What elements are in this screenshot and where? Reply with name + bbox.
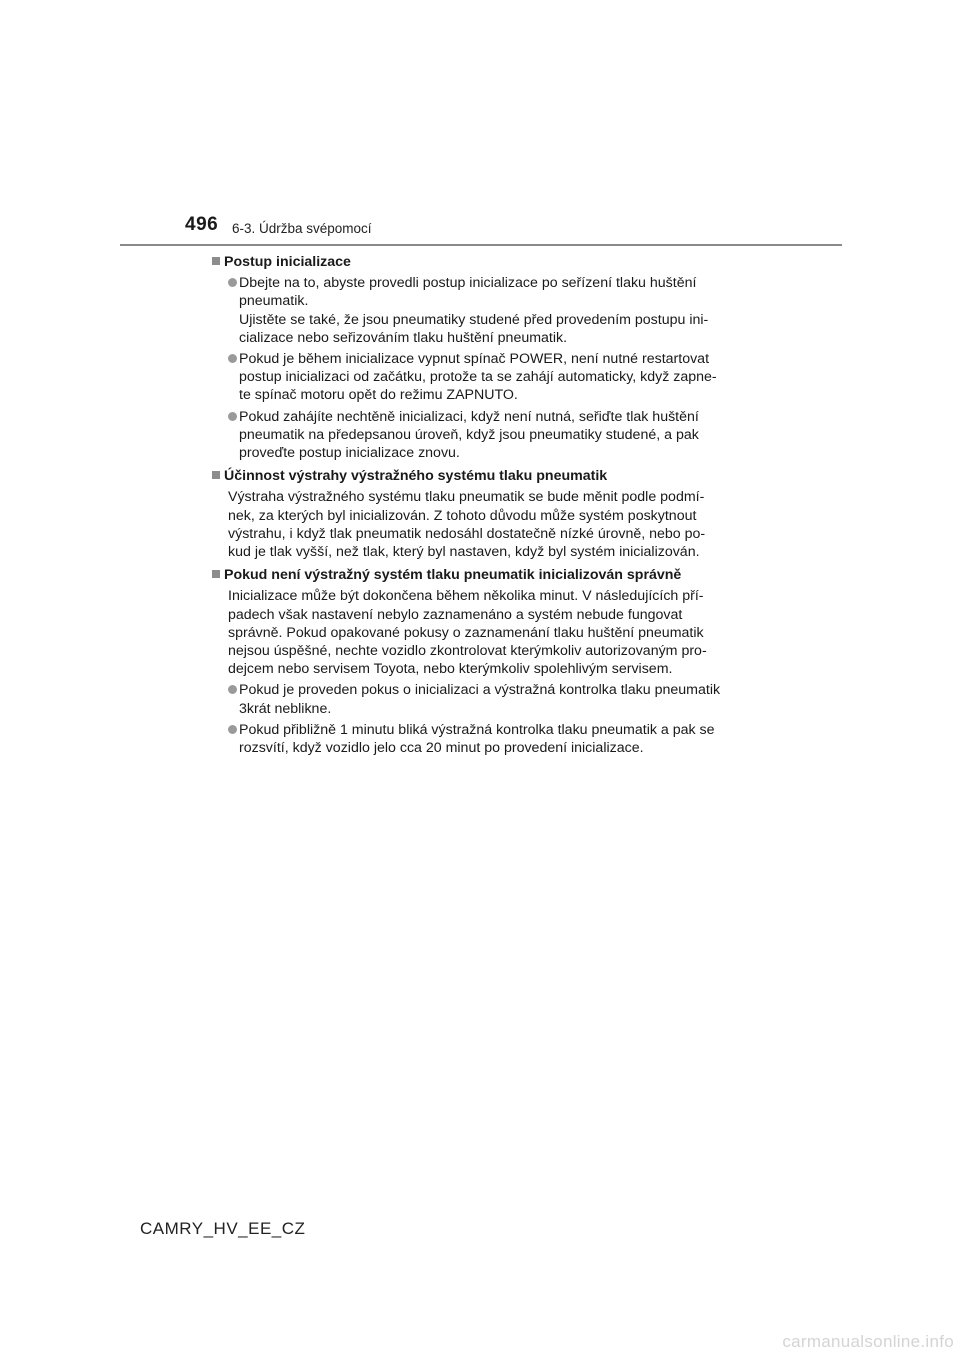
circle-bullet-icon — [228, 278, 237, 287]
text-line: Ujistěte se také, že jsou pneumatiky studené před provedením postupu ini- — [239, 311, 709, 328]
circle-bullet-icon — [228, 725, 237, 734]
document-code: CAMRY_HV_EE_CZ — [140, 1219, 306, 1238]
text-line: nek, za kterých byl inicializován. Z tohoto důvodu může systém poskytnout — [228, 507, 697, 524]
bullet-item — [228, 274, 752, 347]
section-block — [212, 566, 752, 757]
text-line: správně. Pokud opakované pokusy o zaznamenání tlaku huštění pneumatik — [228, 624, 704, 641]
text-line: postup inicializaci od začátku, protože ta se zahájí automaticky, když zapne- — [239, 369, 717, 386]
circle-bullet-icon — [228, 685, 237, 694]
header-rule — [120, 244, 842, 246]
square-bullet-icon — [212, 257, 220, 265]
circle-bullet-icon — [228, 412, 237, 421]
text-line: te spínač motoru opět do režimu ZAPNUTO. — [239, 387, 518, 404]
text-line: proveďte postup inicializace znovu. — [239, 445, 460, 462]
section-block — [212, 467, 752, 561]
watermark: carmanualsonline.info — [782, 1332, 954, 1351]
text-line: padech však nastavení nebylo zaznamenáno a systém nebude fungovat — [228, 606, 683, 623]
heading-text: Účinnost výstrahy výstražného systému tlaku pneumatik — [224, 468, 608, 485]
text-line: Inicializace může být dokončena během několika minut. V následujících pří- — [228, 588, 704, 605]
section-heading — [212, 253, 752, 271]
section-heading — [212, 566, 752, 584]
square-bullet-icon — [212, 570, 220, 578]
text-line: dejcem nebo servisem Toyota, nebo kterýmkoliv spolehlivým servisem. — [228, 661, 673, 678]
bullet-item — [228, 681, 752, 717]
text-line: Pokud je během inicializace vypnut spínač POWER, není nutné restartovat — [239, 351, 710, 368]
text-line: cializace nebo seřizováním tlaku huštění pneumatik. — [239, 329, 568, 346]
paragraph — [228, 587, 752, 678]
text-line: 3krát neblikne. — [239, 700, 332, 717]
bullet-item — [228, 721, 752, 757]
text-line: Pokud přibližně 1 minutu bliká výstražná kontrolka tlaku pneumatik a pak se — [239, 721, 715, 738]
section-title: 6-3. Údržba svépomocí — [232, 221, 372, 236]
text-line: Dbejte na to, abyste provedli postup inicializace po seřízení tlaku huštění — [239, 275, 697, 292]
circle-bullet-icon — [228, 354, 237, 363]
text-line: pneumatik. — [239, 293, 309, 310]
text-line: Pokud zahájíte nechtěně inicializaci, když není nutná, seřiďte tlak huštění — [239, 408, 699, 425]
text-line: Pokud je proveden pokus o inicializaci a výstražná kontrolka tlaku pneumatik — [239, 682, 721, 699]
heading-text: Pokud není výstražný systém tlaku pneumatik inicializován správně — [224, 567, 682, 584]
section-heading — [212, 467, 752, 485]
section-block — [212, 253, 752, 462]
page-number: 496 — [185, 214, 219, 235]
heading-text: Postup inicializace — [224, 254, 351, 270]
square-bullet-icon — [212, 471, 220, 479]
text-line: výstrahu, i když tlak pneumatik nedosáhl dostatečně nízké úrovně, nebo po- — [228, 525, 706, 542]
text-line: kud je tlak vyšší, než tlak, který byl nastaven, když byl systém inicializován. — [228, 544, 700, 561]
text-line: nejsou úspěšné, nechte vozidlo zkontrolovat kterýmkoliv autorizovaným pro- — [228, 643, 707, 660]
bullet-item — [228, 350, 752, 405]
content — [212, 253, 752, 762]
text-line: pneumatik na předepsanou úroveň, když jsou pneumatiky studené, a pak — [239, 426, 699, 443]
paragraph — [228, 488, 752, 561]
bullet-item — [228, 408, 752, 463]
text-line: Výstraha výstražného systému tlaku pneumatik se bude měnit podle podmí- — [228, 489, 705, 506]
text-line: rozsvítí, když vozidlo jelo cca 20 minut po provedení inicializace. — [239, 740, 644, 757]
